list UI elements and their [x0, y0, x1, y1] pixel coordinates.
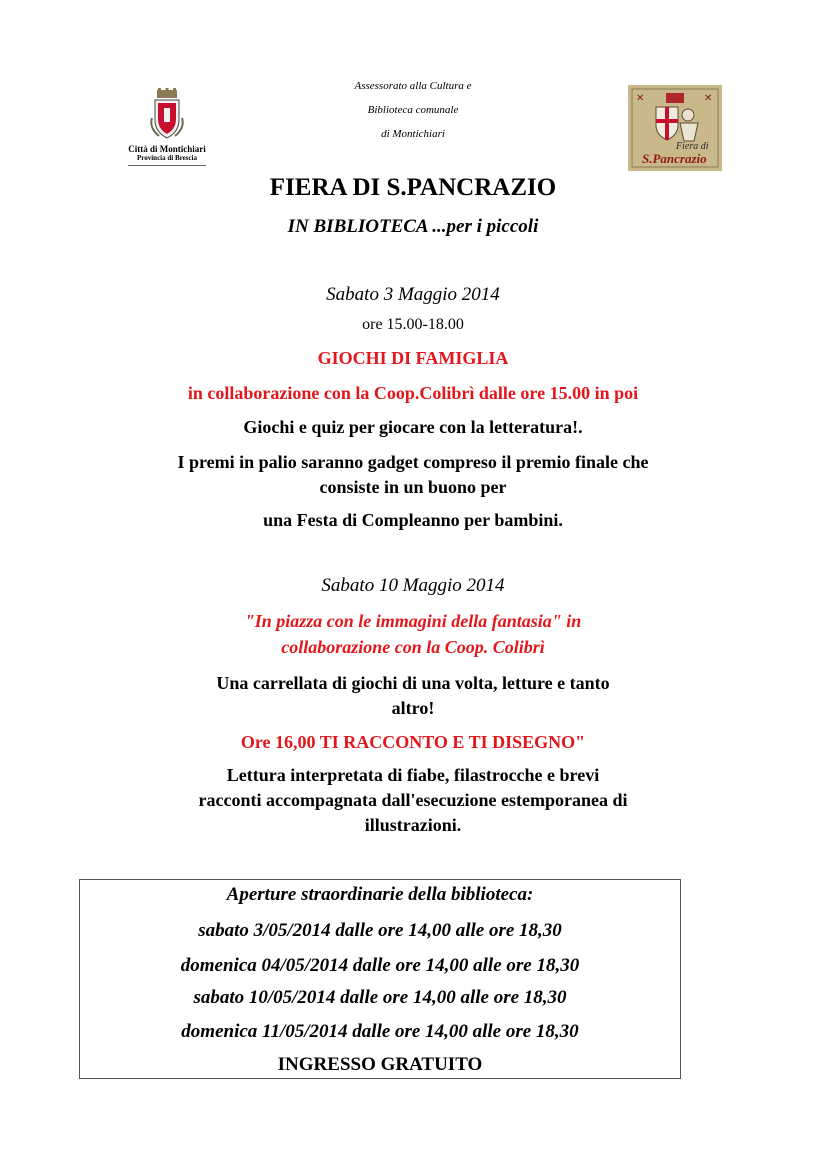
- event2-subdesc-line3: illustrazioni.: [364, 815, 462, 835]
- municipality-emblem: [112, 88, 222, 178]
- office-line-1: Assessorato alla Cultura e: [354, 80, 472, 92]
- free-entry: INGRESSO GRATUITO: [277, 1054, 483, 1075]
- event1-date: Sabato 3 Maggio 2014: [326, 284, 500, 305]
- divider: [128, 165, 206, 166]
- event1-desc2-line1: I premi in palio saranno gadget compreso il premio finale che: [177, 452, 649, 472]
- office-line-3: di Montichiari: [381, 128, 445, 140]
- fair-logo: [628, 85, 722, 171]
- event2-title-line2: collaborazione con la Coop. Colibrì: [281, 637, 545, 657]
- event1-desc1: Giochi e quiz per giocare con la letteratura!.: [243, 417, 583, 437]
- event2-desc-line1: Una carrellata di giochi di una volta, letture e tanto: [216, 673, 610, 693]
- page-subtitle: IN BIBLIOTECA ...per i piccoli: [287, 216, 539, 237]
- event2-date: Sabato 10 Maggio 2014: [321, 575, 505, 596]
- openings-line: domenica 04/05/2014 dalle ore 14,00 alle ore 18,30: [180, 955, 580, 976]
- openings-heading: Aperture straordinarie della biblioteca:: [226, 884, 534, 905]
- event2-subdesc-line1: Lettura interpretata di fiabe, filastrocche e brevi: [226, 765, 600, 785]
- openings-box: [79, 879, 681, 1079]
- openings-line: domenica 11/05/2014 dalle ore 14,00 alle ore 18,30: [181, 1021, 579, 1042]
- event1-desc2-line2: consiste in un buono per: [319, 477, 507, 497]
- event1-desc3: una Festa di Compleanno per bambini.: [263, 510, 563, 530]
- event1-name: GIOCHI DI FAMIGLIA: [317, 348, 509, 368]
- event2-subtitle: Ore 16,00 TI RACCONTO E TI DISEGNO": [240, 732, 586, 752]
- office-line-2: Biblioteca comunale: [367, 104, 459, 116]
- event1-collab: in collaborazione con la Coop.Colibrì dalle ore 15.00 in poi: [187, 383, 639, 403]
- event2-desc-line2: altro!: [391, 698, 435, 718]
- fair-logo-small-text: Fiera di: [676, 141, 709, 152]
- page-title: FIERA DI S.PANCRAZIO: [269, 174, 557, 201]
- municipality-name: Città di Montichiari: [128, 144, 206, 154]
- openings-line: sabato 3/05/2014 dalle ore 14,00 alle ore 18,30: [198, 920, 562, 941]
- fair-logo-big-text: S.Pancrazio: [642, 151, 707, 166]
- openings-line: sabato 10/05/2014 dalle ore 14,00 alle ore 18,30: [193, 987, 567, 1008]
- event1-hours: ore 15.00-18.00: [362, 316, 464, 333]
- province-name: Provincia di Brescia: [136, 154, 198, 162]
- svg-text:✕: ✕: [704, 93, 713, 104]
- event2-subdesc-line2: racconti accompagnata dall'esecuzione estemporanea di: [198, 790, 628, 810]
- coat-of-arms-icon: [147, 88, 187, 142]
- svg-text:✕: ✕: [636, 93, 645, 104]
- event2-title-line1: "In piazza con le immagini della fantasia" in: [244, 611, 582, 631]
